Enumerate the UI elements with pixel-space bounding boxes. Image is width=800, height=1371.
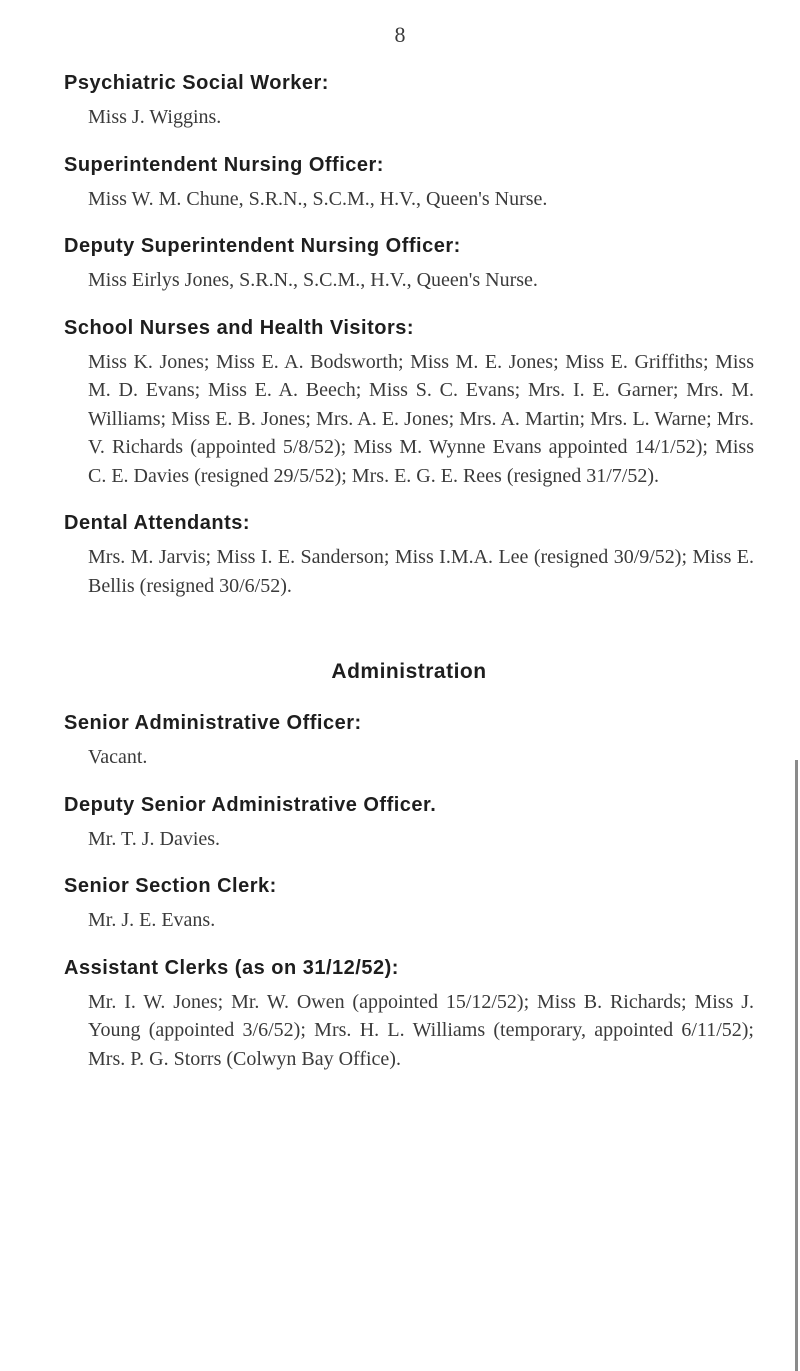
section-senior-administrative-officer [64,712,754,772]
section-heading: Deputy Superintendent Nursing Officer: [64,235,461,257]
section-heading: Senior Section Clerk: [64,875,277,897]
section-entry: Mrs. M. Jarvis; Miss I. E. Sanderson; Miss I.M.A. Lee (resigned 30/9/52); Miss E. Bellis (resigned 30/6/52). [88,546,754,597]
section-dental-attendants [64,512,754,600]
section-entry: Miss J. Wiggins. [88,106,222,128]
section-senior-section-clerk [64,875,754,935]
section-entry: Vacant. [88,746,148,768]
section-entry: Miss Eirlys Jones, S.R.N., S.C.M., H.V., Queen's Nurse. [88,269,538,291]
section-heading: School Nurses and Health Visitors: [64,316,415,339]
section-entry: Mr. I. W. Jones; Mr. W. Owen (appointed 15/12/52); Miss B. Richards; Miss J. Young (appointed 3/6/52); Mrs. H. L. Williams (temporary, appointed 6/11/52); Mrs. P. G. Storrs (Colwyn Bay Office). [88,990,754,1070]
page-content [64,72,754,1095]
section-entry: Mr. J. E. Evans. [88,909,216,931]
section-entry: Miss W. M. Chune, S.R.N., S.C.M., H.V., Queen's Nurse. [88,187,548,210]
section-heading: Superintendent Nursing Officer: [64,153,384,176]
section-assistant-clerks [64,957,754,1074]
section-heading: Senior Administrative Officer: [64,712,362,734]
section-entry: Mr. T. J. Davies. [88,827,221,850]
section-deputy-superintendent-nursing-officer [64,235,754,295]
section-heading: Psychiatric Social Worker: [64,72,329,94]
section-entry: Miss K. Jones; Miss E. A. Bodsworth; Miss M. E. Jones; Miss E. Griffiths; Miss M. D. Evans; Miss E. A. Beech; Miss S. C. Evans; Mrs. I. E. Garner; Mrs. M. Williams; Miss E. B. Jones; Mrs. A. E. Jones; Mrs. A. Martin; Mrs. L. Warne; Mrs. V. Richards (appointed 5/8/52); Miss M. Wynne Evans appointed 14/1/52); Miss C. E. Davies (resigned 29/5/52); Mrs. E. G. E. Rees (resigned 31/7/52). [88,350,754,487]
section-deputy-senior-administrative-officer [64,794,754,854]
page-edge-shadow [795,760,798,1371]
section-heading: Assistant Clerks (as on 31/12/52): [64,956,399,979]
section-superintendent-nursing-officer [64,154,754,214]
page-number: 8 [394,22,406,47]
section-school-nurses-health-visitors [64,317,754,491]
section-heading: Dental Attendants: [64,512,251,534]
section-psychiatric-social-worker [64,72,754,132]
section-heading: Deputy Senior Administrative Officer. [64,793,437,816]
administration-title: Administration [331,660,487,683]
